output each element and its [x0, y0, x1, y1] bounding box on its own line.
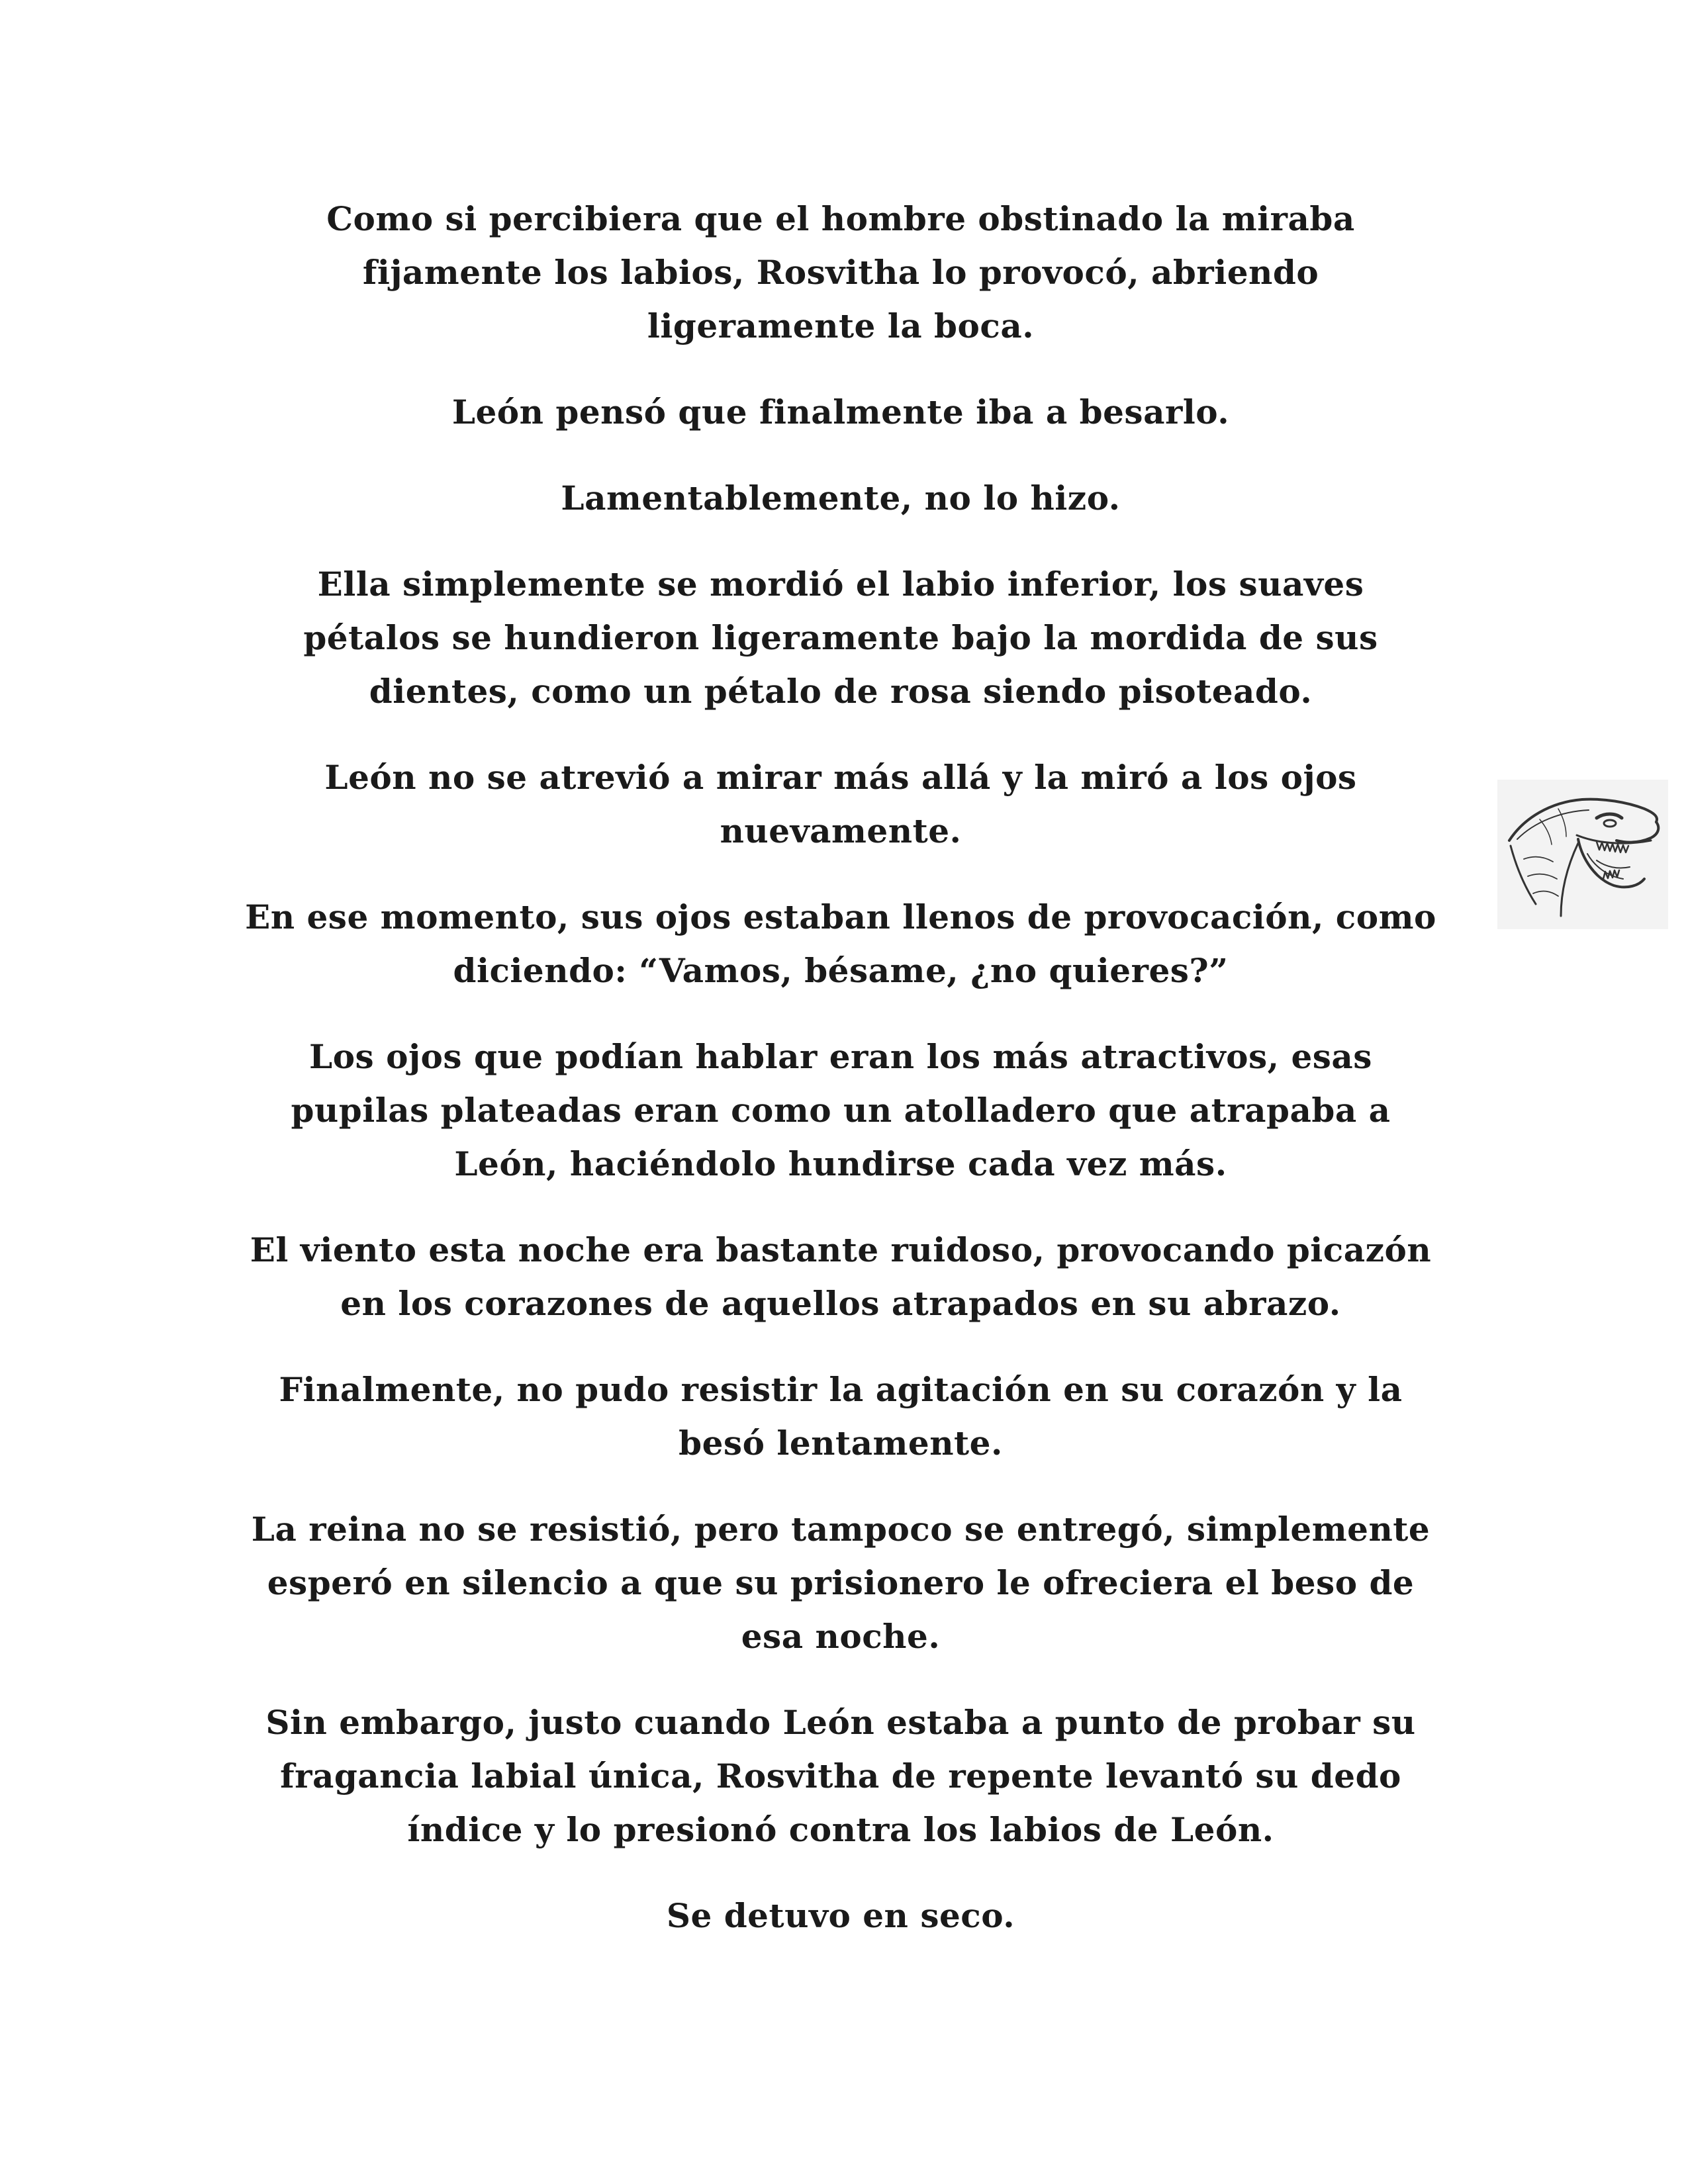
paragraph-line: Lamentablemente, no lo hizo.	[561, 478, 1121, 518]
paragraph-line: León, haciéndolo hundirse cada vez más.	[454, 1144, 1227, 1183]
paragraph-6	[218, 890, 1463, 997]
paragraph-line: dientes, como un pétalo de rosa siendo pisoteado.	[369, 672, 1313, 711]
paragraph-line: fijamente los labios, Rosvitha lo provocó, abriendo	[362, 253, 1319, 292]
dinosaur-head-sketch-icon	[1497, 780, 1668, 929]
paragraph-line: León pensó que finalmente iba a besarlo.	[451, 392, 1230, 432]
paragraph-11	[218, 1696, 1463, 1856]
paragraph-9	[218, 1363, 1463, 1470]
paragraph-3	[218, 471, 1463, 525]
paragraph-line: nuevamente.	[720, 811, 962, 850]
paragraph-line: La reina no se resistió, pero tampoco se entregó, simplemente	[251, 1510, 1430, 1549]
paragraph-line: Como si percibiera que el hombre obstinado la miraba	[326, 199, 1355, 238]
paragraph-8	[218, 1223, 1463, 1330]
paragraph-line: besó lentamente.	[679, 1424, 1003, 1463]
paragraph-4	[218, 557, 1463, 718]
paragraph-2	[218, 385, 1463, 439]
paragraph-line: El viento esta noche era bastante ruidoso, provocando picazón	[250, 1230, 1432, 1269]
paragraph-line: León no se atrevió a mirar más allá y la miró a los ojos	[324, 758, 1357, 797]
paragraph-line: en los corazones de aquellos atrapados en su abrazo.	[340, 1284, 1341, 1323]
paragraph-7	[218, 1030, 1463, 1191]
paragraph-line: pupilas plateadas eran como un atolladero que atrapaba a	[291, 1091, 1391, 1130]
paragraph-line: esa noche.	[741, 1617, 941, 1656]
paragraph-1	[218, 192, 1463, 353]
paragraph-10	[218, 1502, 1463, 1663]
paragraph-line: Finalmente, no pudo resistir la agitación en su corazón y la	[279, 1370, 1403, 1409]
paragraph-line: esperó en silencio a que su prisionero le ofreciera el beso de	[267, 1563, 1415, 1602]
story-text	[218, 192, 1463, 1975]
paragraph-line: fragancia labial única, Rosvitha de repente levantó su dedo	[280, 1756, 1401, 1796]
paragraph-line: En ese momento, sus ojos estaban llenos de provocación, como	[245, 897, 1436, 936]
paragraph-line: índice y lo presionó contra los labios de León.	[407, 1810, 1274, 1849]
paragraph-line: Los ojos que podían hablar eran los más atractivos, esas	[309, 1037, 1372, 1076]
paragraph-5	[218, 751, 1463, 858]
paragraph-line: ligeramente la boca.	[647, 306, 1035, 345]
paragraph-line: Sin embargo, justo cuando León estaba a punto de probar su	[265, 1703, 1416, 1742]
paragraph-line: diciendo: “Vamos, bésame, ¿no quieres?”	[453, 951, 1229, 990]
paragraph-line: Se detuvo en seco.	[666, 1896, 1015, 1935]
paragraph-line: pétalos se hundieron ligeramente bajo la mordida de sus	[303, 618, 1378, 657]
paragraph-12	[218, 1889, 1463, 1942]
paragraph-line: Ella simplemente se mordió el labio inferior, los suaves	[317, 565, 1364, 604]
